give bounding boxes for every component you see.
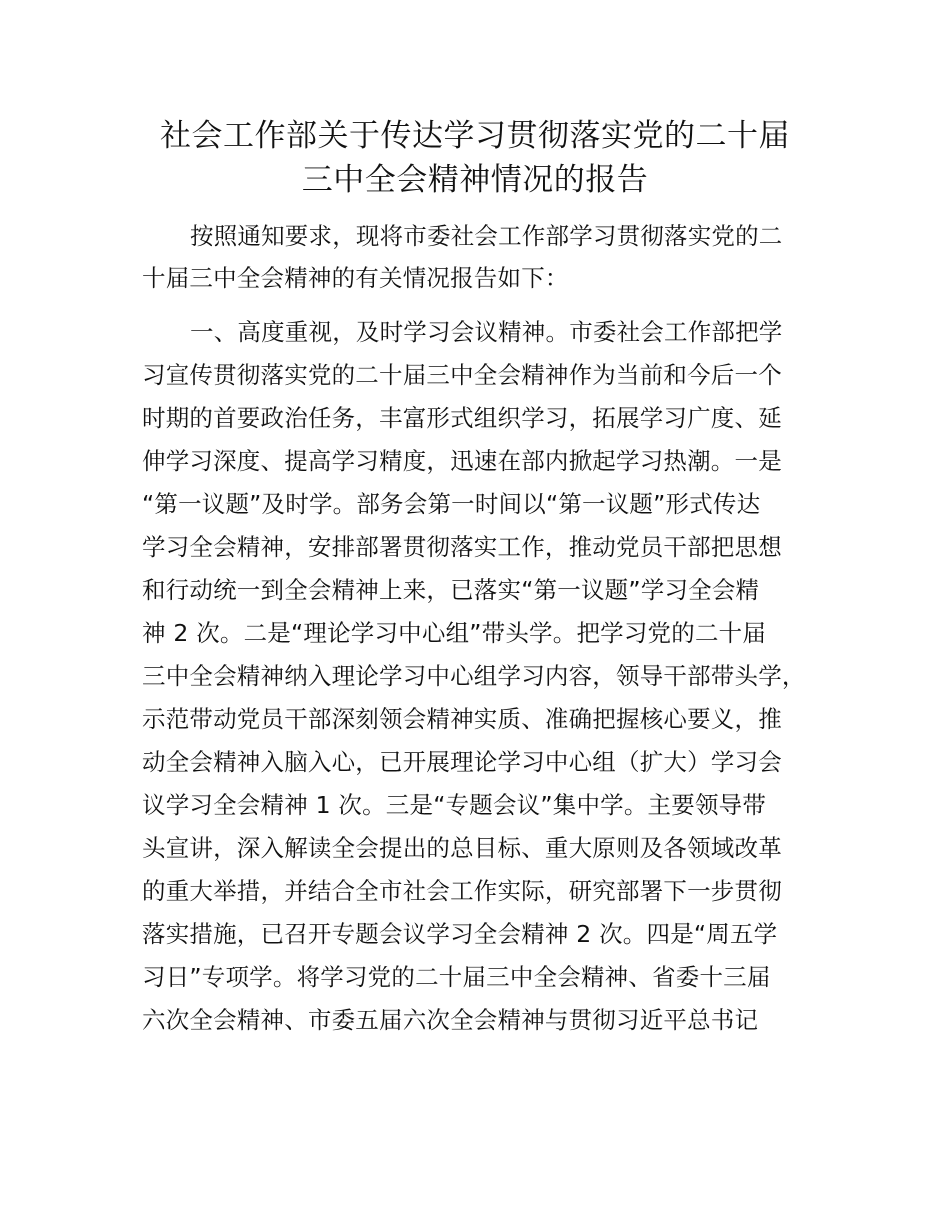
body-line-4: 习宣传贯彻落实党的二十届三中全会精神作为当前和今后一个 [142,361,782,389]
body-line-16: 的重大举措，并结合全市社会工作实际，研究部署下一步贯彻 [142,877,782,905]
body-line-3: 一、高度重视，及时学习会议精神。市委社会工作部把学 [190,318,783,346]
body-line-6: 伸学习深度、提高学习精度，迅速在部内掀起学习热潮。一是 [142,447,782,475]
body-line-12: 示范带动党员干部深刻领会精神实质、准确把握核心要义，推 [142,705,782,733]
body-line-18: 习日”专项学。将学习党的二十届三中全会精神、省委十三届 [142,963,771,991]
body-line-1: 按照通知要求，现将市委社会工作部学习贯彻落实党的二 [190,222,783,250]
body-line-5: 时期的首要政治任务，丰富形式组织学习，拓展学习广度、延 [142,404,782,432]
body-line-15: 头宣讲，深入解读全会提出的总目标、重大原则及各领域改革 [142,834,782,862]
body-line-8: 学习全会精神，安排部署贯彻落实工作，推动党员干部把思想 [142,533,782,561]
document-title-line-1: 社会工作部关于传达学习贯彻落实党的二十届 [160,118,790,154]
body-line-2: 十届三中全会精神的有关情况报告如下： [142,264,569,292]
body-line-19: 六次全会精神、市委五届六次全会精神与贯彻习近平总书记 [142,1006,759,1034]
body-line-7: “第一议题”及时学。部务会第一时间以“第一议题”形式传达 [142,490,761,518]
body-line-11: 三中全会精神纳入理论学习中心组学习内容，领导干部带头学， [142,662,806,690]
body-line-17: 落实措施，已召开专题会议学习全会精神 2 次。四是“周五学 [142,920,778,948]
body-line-10: 神 2 次。二是“理论学习中心组”带头学。把学习党的二十届 [142,619,767,647]
document-title-line-2: 三中全会精神情况的报告 [301,162,649,198]
body-line-13: 动全会精神入脑入心，已开展理论学习中心组（扩大）学习会 [142,748,782,776]
body-line-14: 议学习全会精神 1 次。三是“专题会议”集中学。主要领导带 [142,791,767,819]
body-line-9: 和行动统一到全会精神上来，已落实“第一议题”学习全会精 [142,576,760,604]
